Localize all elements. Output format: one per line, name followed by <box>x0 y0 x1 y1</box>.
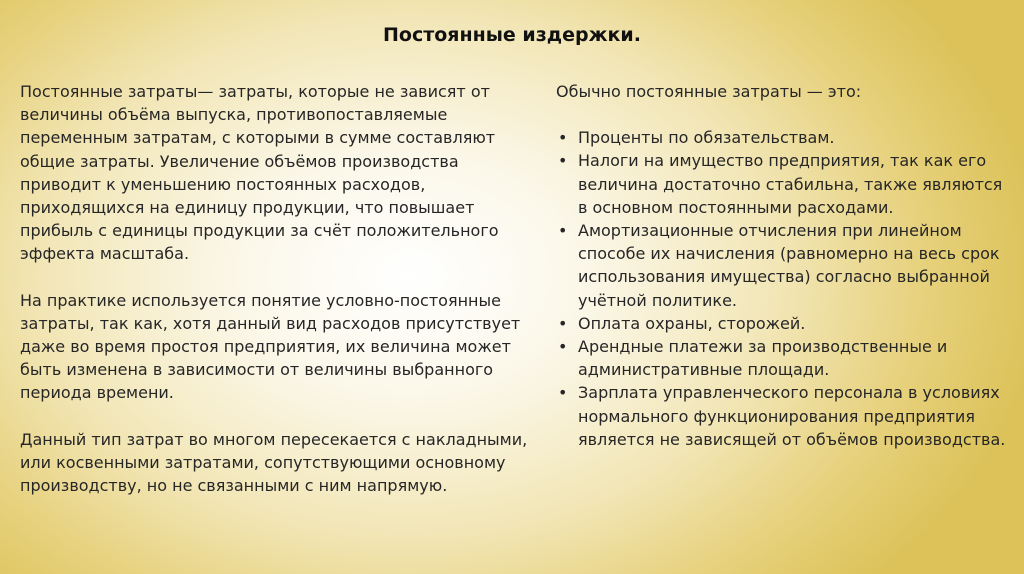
bullet-icon: • <box>558 221 568 241</box>
fixed-costs-list <box>556 126 1012 451</box>
list-item-text: Проценты по обязательствам. <box>578 128 835 148</box>
bullet-icon: • <box>558 151 568 171</box>
bullet-icon: • <box>558 337 568 357</box>
paragraph-overhead-costs: Данный тип затрат во многом пересекается с накладными, или косвенными затратами, сопутствующими основному производству, но не связанными с ним напрямую. <box>20 429 528 496</box>
bullet-icon: • <box>558 383 568 403</box>
list-item-text: Арендные платежи за производственные и административные площади. <box>578 337 948 380</box>
list-intro: Обычно постоянные затраты — это: <box>556 82 862 101</box>
left-column <box>20 80 530 520</box>
list-item-text: Налоги на имущество предприятия, так как его величина достаточно стабильна, также являются в основном постоянными расходами. <box>578 151 1003 217</box>
list-item <box>556 219 1012 312</box>
bullet-icon: • <box>558 313 568 333</box>
list-item <box>556 381 1012 451</box>
slide-title: Постоянные издержки. <box>383 24 641 46</box>
bullet-icon: • <box>558 128 568 148</box>
list-item <box>556 149 1012 219</box>
list-item-text: Амортизационные отчисления при линейном способе их начисления (равномерно на весь срок использования имущества) согласно выбранной учётной политике. <box>578 221 1000 310</box>
list-item-text: Оплата охраны, сторожей. <box>578 313 806 333</box>
list-item-text: Зарплата управленческого персонала в условиях нормального функционирования предприятия является не зависящей от объёмов производства. <box>578 383 1006 449</box>
right-column <box>556 80 1012 451</box>
list-item <box>556 312 1012 335</box>
list-item <box>556 126 1012 149</box>
paragraph-fixed-costs-definition: Постоянные затраты— затраты, которые не зависят от величины объёма выпуска, противопоставляемые переменным затратам, с которыми в сумме составляют общие затраты. Увеличение объёмов производства приводит к уменьшению постоянных расходов, приходящихся на единицу продукции, что повышает прибыль с единицы продукции за счёт положительного эффекта масштаба. <box>20 82 499 264</box>
paragraph-conditionally-fixed-costs: На практике используется понятие условно-постоянные затраты, так как, хотя данный вид расходов присутствует даже во время простоя предприятия, их величина может быть изменена в зависимости от величины выбранного периода времени. <box>20 290 521 403</box>
list-item <box>556 335 1012 381</box>
